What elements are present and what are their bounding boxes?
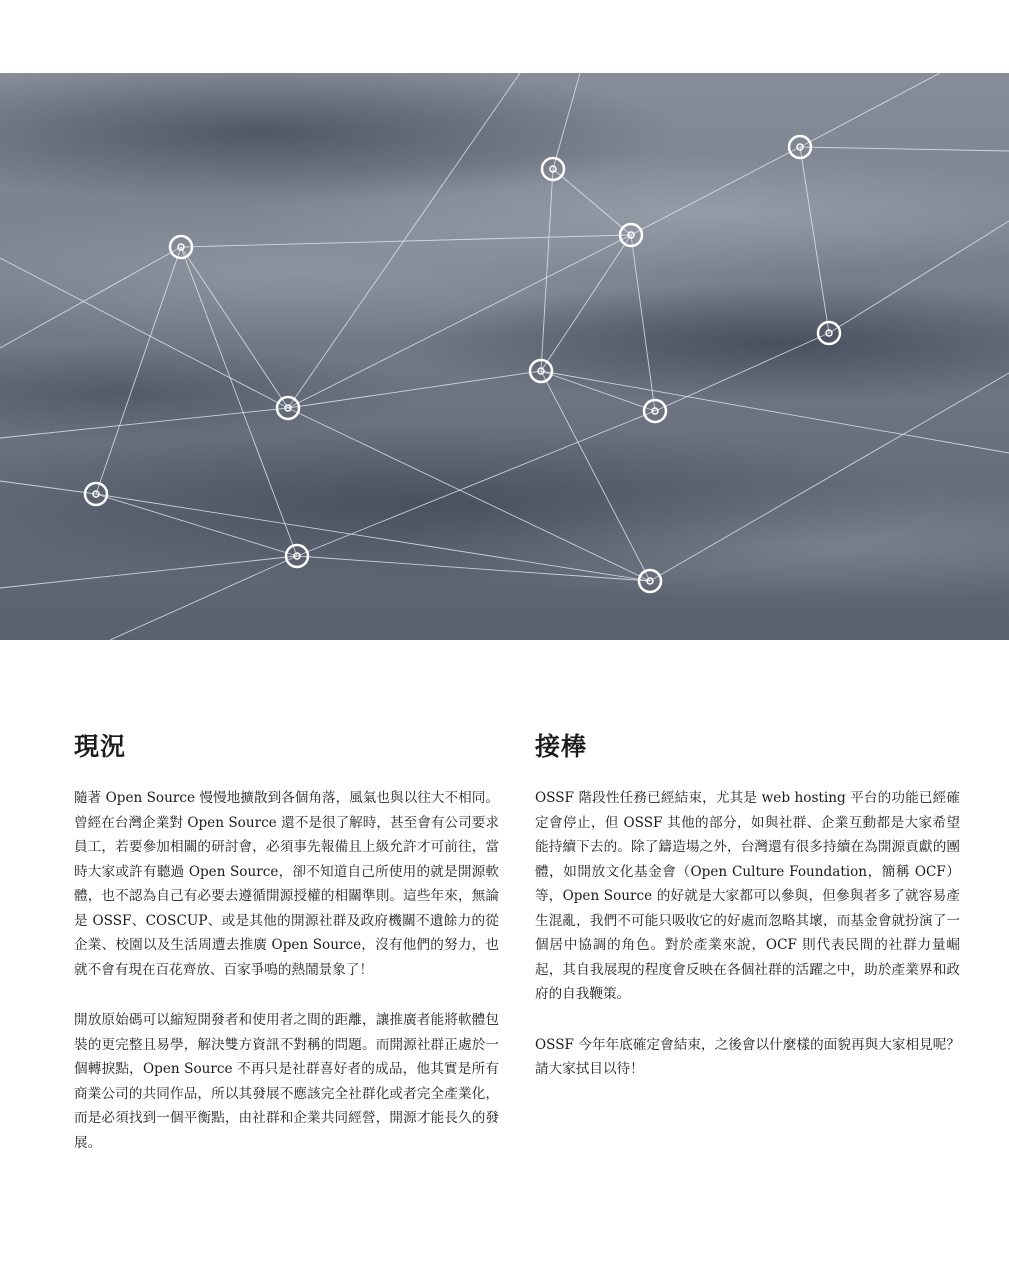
network-nodes bbox=[85, 136, 840, 592]
hero-network-image bbox=[0, 73, 1009, 640]
network-links bbox=[0, 73, 1009, 640]
section-paragraph: OSSF 階段性任務已經結束，尤其是 web hosting 平台的功能已經確定會停止，但 OSSF 其他的部分，如與社群、企業互動都是大家希望能持續下去的。除了鑄造場之外，台灣還有很多持續在為開源貢獻的團體，如開放文化基金會（Open Culture Foundation，簡稱 OCF）等，Open Source 的好就是大家都可以參與，但參與者多了就容易產生混亂，我們不可能只吸收它的好處而忽略其壞，而基金會就扮演了一個居中協調的角色。對於產業來說，OCF 則代表民間的社群力量崛起，其自我展現的程度會反映在各個社群的活躍之中，助於產業界和政府的自我鞭策。 bbox=[535, 790, 960, 1002]
section-handover bbox=[535, 728, 960, 1108]
section-paragraph: 開放原始碼可以縮短開發者和使用者之間的距離，讓推廣者能將軟體包裝的更完整且易學，解決雙方資訊不對稱的問題。而開源社群正處於一個轉捩點，Open Source 不再只是社群喜好者的成品，他其實是所有商業公司的共同作品，所以其發展不應該完全社群化或者完全產業化，而是必須找到一個平衡點，由社群和企業共同經營，開源才能長久的發展。 bbox=[74, 1012, 499, 1151]
section-heading: 現況 bbox=[74, 732, 127, 761]
network-graph bbox=[0, 73, 1009, 640]
section-paragraph: 隨著 Open Source 慢慢地擴散到各個角落，風氣也與以往大不相同。曾經在台灣企業對 Open Source 還不是很了解時，甚至會有公司要求員工，若要參加相關的研討會，必須事先報備且上級允許才可前往，當時大家或許有聽過 Open Source，卻不知道自己所使用的就是開源軟體，也不認為自己有必要去遵循開源授權的相關準則。這些年來，無論是 OSSF、COSCUP、或是其他的開源社群及政府機關不遺餘力的從企業、校園以及生活周遭去推廣 Open Source，沒有他們的努力，也就不會有現在百花齊放、百家爭鳴的熱鬧景象了！ bbox=[74, 790, 499, 978]
section-current-status bbox=[74, 728, 499, 1181]
section-paragraph: OSSF 今年年底確定會結束，之後會以什麼樣的面貌再與大家相見呢？請大家拭目以待！ bbox=[535, 1036, 960, 1077]
section-heading: 接棒 bbox=[535, 732, 588, 761]
